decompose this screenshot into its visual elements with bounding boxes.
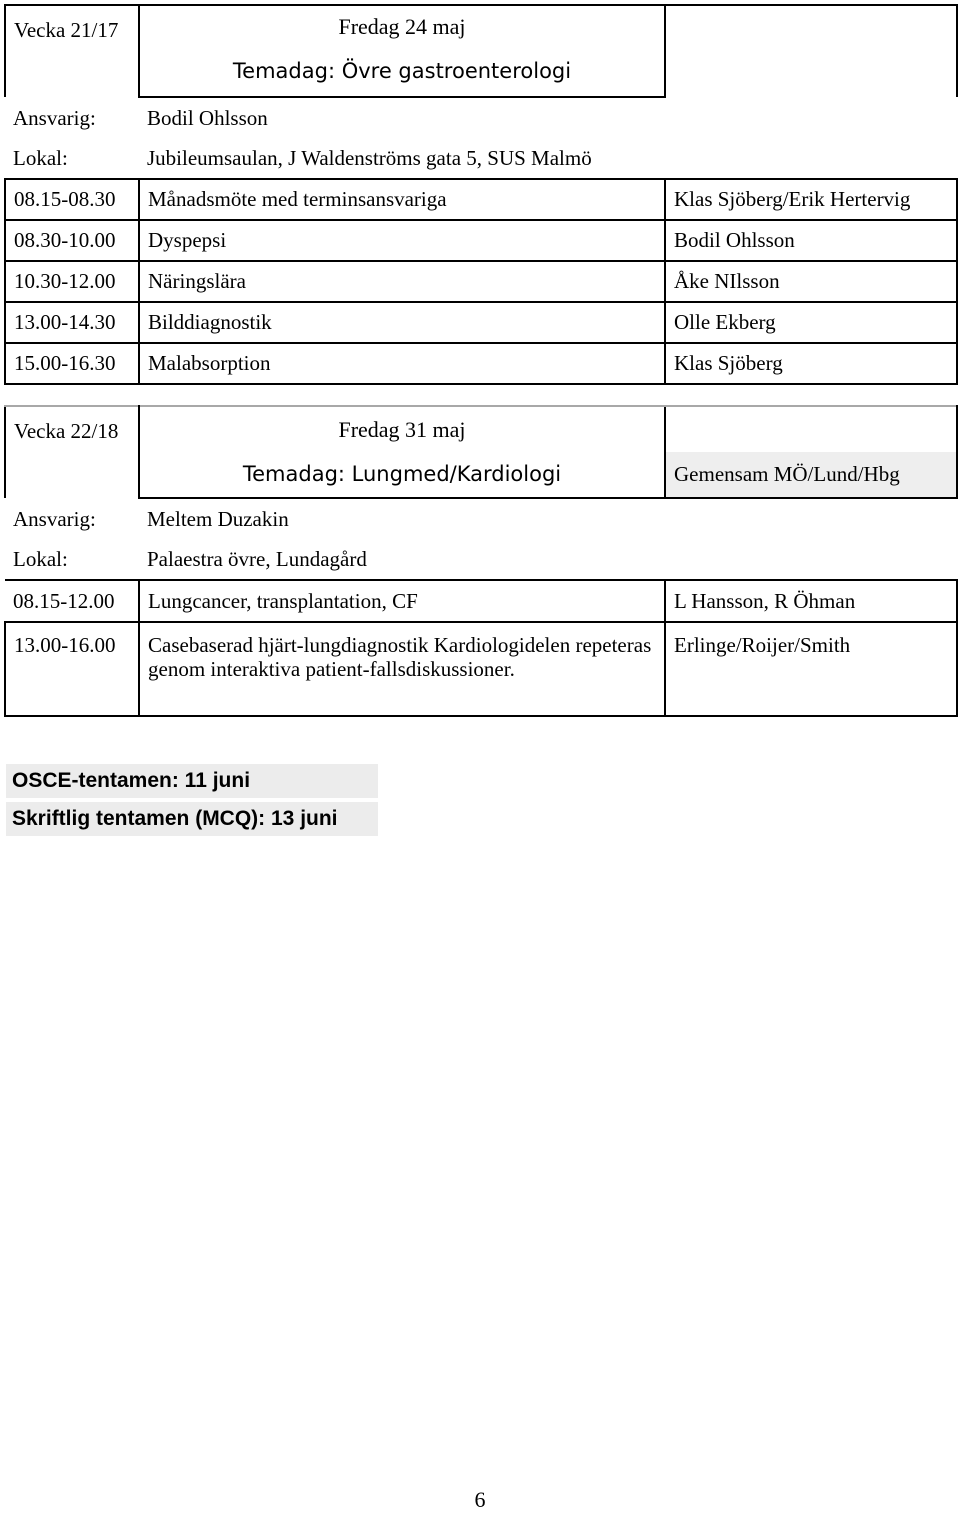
ansvarig-name: Meltem Duzakin	[147, 507, 289, 532]
lokal-value: Jubileumsaulan, J Waldenströms gata 5, SUS Malmö	[147, 146, 592, 171]
page-number: 6	[474, 1487, 486, 1512]
session-teacher: Klas Sjöberg/Erik Hertervig	[665, 179, 957, 220]
session-time: 08.15-08.30	[5, 179, 139, 220]
theme-title: Temadag: Lungmed/Kardiologi	[139, 452, 665, 498]
session-row	[5, 302, 957, 343]
session-row	[5, 343, 957, 384]
session-time: 13.00-16.00	[5, 622, 139, 716]
session-teacher: Bodil Ohlsson	[665, 220, 957, 261]
joint-note: Gemensam MÖ/Lund/Hbg	[665, 452, 957, 498]
theme-title: Temadag: Övre gastroenterologi	[139, 47, 665, 97]
session-topic: Dyspepsi	[139, 220, 665, 261]
session-row	[5, 261, 957, 302]
exam-dates-box	[6, 764, 378, 836]
session-teacher: Klas Sjöberg	[665, 343, 957, 384]
session-teacher: Olle Ekberg	[665, 302, 957, 343]
session-topic: Lungcancer, transplantation, CF	[139, 580, 665, 622]
session-time: 15.00-16.30	[5, 343, 139, 384]
session-row	[5, 179, 957, 220]
session-topic: Malabsorption	[139, 343, 665, 384]
session-time: 13.00-14.30	[5, 302, 139, 343]
schedule-week-21	[4, 4, 958, 385]
session-teacher: Erlinge/Roijer/Smith	[665, 622, 957, 716]
header-note-empty	[665, 5, 957, 97]
session-topic: Bilddiagnostik	[139, 302, 665, 343]
session-teacher: L Hansson, R Öhman	[665, 580, 957, 622]
session-time: 08.15-12.00	[5, 580, 139, 622]
ansvarig-name: Bodil Ohlsson	[147, 106, 268, 131]
week-label: Vecka 21/17	[5, 5, 139, 97]
osce-exam-date: OSCE-tentamen: 11 juni	[12, 769, 251, 792]
header-note-empty	[665, 406, 957, 452]
ansvarig-label: Ansvarig:	[13, 105, 96, 130]
lokal-label: Lokal:	[13, 146, 68, 171]
lokal-value: Palaestra övre, Lundagård	[147, 547, 367, 572]
session-topic: Näringslära	[139, 261, 665, 302]
session-time: 10.30-12.00	[5, 261, 139, 302]
lokal-label: Lokal:	[13, 547, 68, 572]
ansvarig-label: Ansvarig:	[13, 506, 96, 531]
schedule-week-22	[4, 405, 958, 717]
session-topic: Casebaserad hjärt-lungdiagnostik Kardiologidelen repeteras genom interaktiva patient-fallsdiskussioner.	[139, 622, 665, 716]
session-row	[5, 580, 957, 622]
session-row	[5, 622, 957, 716]
session-row	[5, 220, 957, 261]
session-topic: Månadsmöte med terminsansvariga	[139, 179, 665, 220]
week-label: Vecka 22/18	[5, 406, 139, 498]
day-date: Fredag 31 maj	[139, 406, 665, 452]
day-date: Fredag 24 maj	[139, 5, 665, 47]
session-teacher: Åke NIlsson	[665, 261, 957, 302]
mcq-exam-date: Skriftlig tentamen (MCQ): 13 juni	[6, 798, 378, 836]
session-time: 08.30-10.00	[5, 220, 139, 261]
